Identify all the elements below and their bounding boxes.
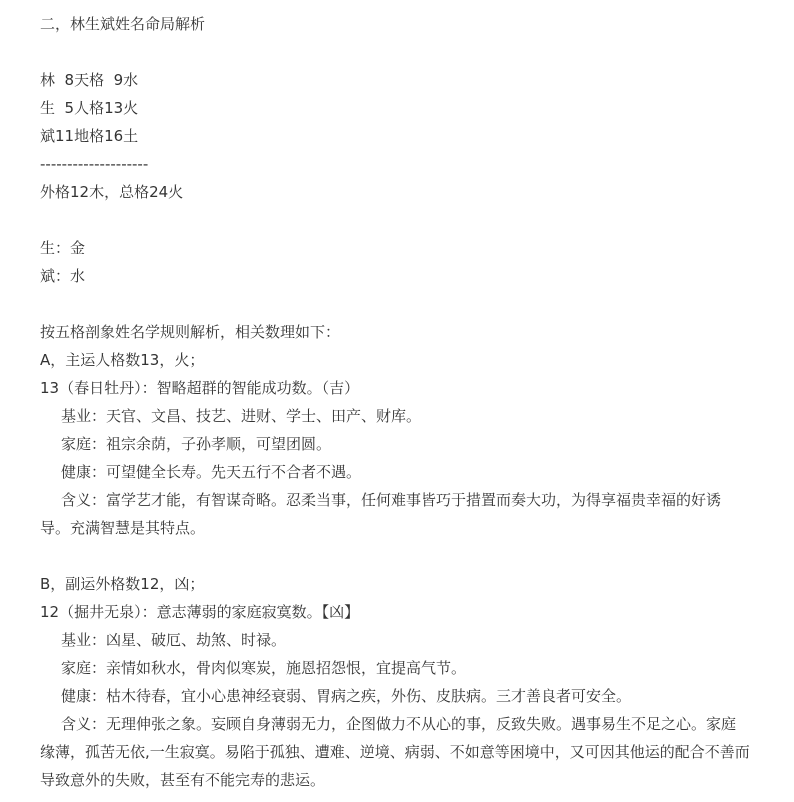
element-sheng: 生：金 [40,239,86,257]
grid-line-bin: 斌11地格16土 [40,127,139,145]
section-a-meaning: 含义：富学艺才能，有智谋奇略。忍柔当事，任何难事皆巧于措置而奏大功，为得享福贵幸福的好诱导。充满智慧是其特点。 [40,491,722,537]
outer-total-line: 外格12木，总格24火 [40,183,184,201]
blank-line [40,290,750,318]
page-title: 二，林生斌姓名命局解析 [40,15,206,33]
blank-line [40,542,750,570]
section-b-meaning: 含义：无理伸张之象。妄顾自身薄弱无力，企图做力不从心的事，反致失败。遇事易生不足之心。家庭缘薄，孤苦无依,一生寂寞。易陷于孤独、遭难、逆境、病弱、不如意等困境中，又可因其他运的配合不善而导致意外的失败，甚至有不能完寿的悲运。 [40,715,750,789]
grid-line-sheng: 生 5人格13火 [40,99,139,117]
section-a-family: 家庭：祖宗余荫，子孙孝顺，可望团圆。 [61,435,332,453]
section-b-health: 健康：枯木待春，宜小心患神经衰弱、胃病之疾，外伤、皮肤病。三才善良者可安全。 [61,687,632,705]
section-b-heading: B，副运外格数12，凶； [40,575,205,593]
grid-line-lin: 林 8天格 9水 [40,71,139,89]
element-bin: 斌：水 [40,267,86,285]
section-a-number-line: 13（春日牡丹）：智略超群的智能成功数。（吉） [40,379,360,397]
section-a-heading: A，主运人格数13，火； [40,351,205,369]
document-body [40,10,750,794]
section-b-number-line: 12（掘井无泉）：意志薄弱的家庭寂寞数。【凶】 [40,603,360,621]
section-a-health: 健康：可望健全长寿。先天五行不合者不遇。 [61,463,362,481]
separator-line: -------------------- [40,155,149,173]
section-b-career: 基业：凶星、破厄、劫煞、时禄。 [61,631,287,649]
intro-line: 按五格剖象姓名学规则解析，相关数理如下： [40,323,341,341]
section-b-family: 家庭：亲情如秋水，骨肉似寒炭，施恩招怨恨，宜提高气节。 [61,659,467,677]
blank-line [40,38,750,66]
blank-line [40,206,750,234]
section-a-career: 基业：天官、文昌、技艺、进财、学士、田产、财库。 [61,407,422,425]
